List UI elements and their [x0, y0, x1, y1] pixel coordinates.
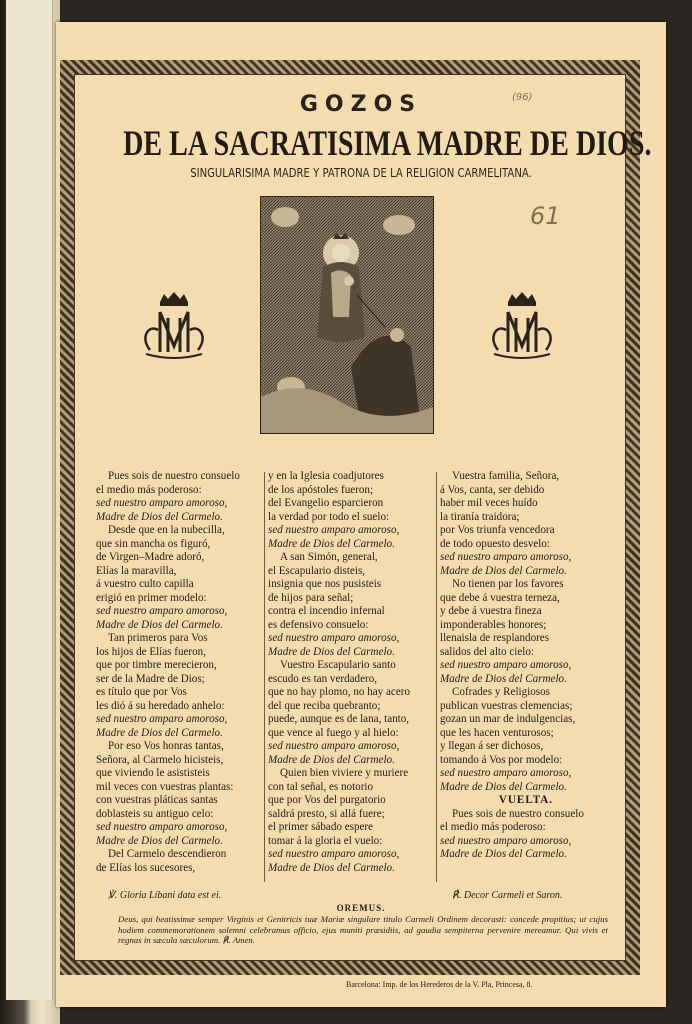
- verse-line: de los apóstoles fueron;: [268, 483, 374, 496]
- verse-line: sed nuestro amparo amoroso,: [440, 551, 572, 563]
- title-gozos: GOZOS: [299, 92, 423, 117]
- verse-line: sed nuestro amparo amoroso,: [440, 767, 572, 779]
- verse-line: Madre de Dios del Carmelo.: [440, 672, 567, 685]
- verse-line: Por eso Vos honras tantas,: [108, 740, 224, 752]
- verse-line: Madre de Dios del Carmelo.: [268, 861, 395, 874]
- verse-line: Cofrades y Religiosos: [452, 686, 550, 698]
- column-rule-2: [436, 472, 437, 882]
- verse-line: Pues sois de nuestro consuelo: [108, 470, 240, 482]
- verse-line: por Vos triunfa vencedora: [440, 524, 555, 536]
- verse-line: Madre de Dios del Carmelo.: [440, 780, 567, 793]
- verse-line: sed nuestro amparo amoroso,: [268, 740, 400, 752]
- verse-line: de hijos para señal;: [268, 591, 354, 604]
- verse-line: gozan un mar de indulgencias,: [440, 713, 576, 725]
- verse-line: Madre de Dios del Carmelo.: [440, 848, 567, 860]
- verse-line: los hijos de Elías fueron,: [96, 645, 206, 658]
- verse-line: Desde que en la nubecilla,: [108, 524, 225, 536]
- verse-line: que les hacen venturosos;: [440, 726, 554, 739]
- verse-line: Tan primeros para Vos: [108, 632, 208, 644]
- verse-line: tomando á Vos por modelo:: [440, 753, 563, 766]
- verse-line: con vuestras pláticas santas: [96, 794, 218, 806]
- verse-line: salidos del alto cielo:: [440, 645, 534, 658]
- verse-line: sed nuestro amparo amoroso,: [440, 834, 572, 847]
- imprint: Barcelona: Imp. de los Herederos de la V. Pla, Princesa, 8.: [346, 980, 533, 989]
- verse-line: que por timbre merecieron,: [96, 659, 217, 671]
- column-1: [96, 470, 262, 875]
- verse-line: á Vos, canta, ser debido: [440, 483, 545, 496]
- verse-line: Madre de Dios del Carmelo.: [96, 834, 223, 847]
- verse-line: Madre de Dios del Carmelo.: [268, 537, 395, 550]
- verse-line: No tienen par los favores: [452, 578, 564, 590]
- verse-line: contra el incendio infernal: [268, 605, 385, 617]
- verse-line: y debe á vuestra fineza: [440, 605, 542, 617]
- page-title: DE LA SACRATISIMA MADRE DE DIOS.: [123, 123, 652, 163]
- verse-line: de Virgen–Madre adoró,: [96, 551, 205, 563]
- verse-line: el medio más poderoso:: [440, 821, 546, 833]
- verse-line: sed nuestro amparo amoroso,: [268, 524, 400, 536]
- verse-line: saldrá presto, si allá fuere;: [268, 807, 385, 820]
- verse-line: es defensivo consuelo:: [268, 618, 369, 631]
- verse-line: con tal señal, es notorio: [268, 780, 374, 793]
- verse-line: Madre de Dios del Carmelo.: [96, 618, 223, 631]
- verse-line: Elías la maravilla,: [96, 564, 177, 577]
- verse-line: sed nuestro amparo amoroso,: [268, 632, 400, 644]
- verse-line: sed nuestro amparo amoroso,: [440, 659, 572, 671]
- verse-line: Madre de Dios del Carmelo.: [96, 510, 223, 523]
- verse-line: Del Carmelo descendieron: [108, 848, 227, 860]
- verse-line: el primer sábado espere: [268, 821, 374, 833]
- verse-line: haber mil veces huído: [440, 497, 538, 509]
- verse-line: Madre de Dios del Carmelo.: [268, 753, 395, 766]
- verse-line: llenaisla de resplandores: [440, 632, 550, 644]
- book-left-pages: [0, 0, 60, 1024]
- verse-line: del que reciba quebranto;: [268, 699, 381, 712]
- oremus-prayer: Deus, qui beatissimæ semper Virginis et Genitricis tuæ Mariæ singulare titulo Carmeli Ordinem decorasti: concede propitius; ut cujus hodiem commemorationem solemni celebramus officio, ejus muniti præsidiis, ad gaudia sempiterna pervenire mereamur. Qui vivis et regnas in sæcula sæculorum. ℟. Amen.: [118, 914, 608, 945]
- verse-line: escudo es tan verdadero,: [268, 672, 378, 685]
- verse-line: Madre de Dios del Carmelo.: [268, 645, 395, 658]
- verse-line: el medio más poderoso:: [96, 483, 202, 496]
- handwritten-folio: 61: [530, 202, 561, 230]
- verse-line: erigió en primer modelo:: [96, 591, 207, 604]
- versicle: ℣. Gloria Líbani data est ei.: [108, 890, 222, 901]
- response: ℟. Decor Carmeli et Saron.: [452, 890, 563, 901]
- engraving-virgin-of-carmel: [260, 196, 434, 434]
- verse-line: publican vuestras clemencias;: [440, 699, 573, 712]
- verse-line: la tiranía traidora;: [440, 510, 520, 523]
- verse-line: que por Vos del purgatorio: [268, 794, 386, 806]
- verse-line: á vuestro culto capilla: [96, 578, 194, 590]
- verse-line: mil veces con vuestras plantas:: [96, 780, 234, 793]
- verse-line: de Elías los sucesores,: [96, 861, 196, 874]
- verse-line: la verdad por todo el suelo:: [268, 510, 390, 523]
- verse-line: insignia que nos pusisteis: [268, 578, 382, 590]
- verse-line: A san Simón, general,: [280, 551, 378, 563]
- verse-line: del Evangelio esparcieron: [268, 497, 384, 509]
- verse-line: sed nuestro amparo amoroso,: [96, 713, 228, 725]
- oremus-heading: OREMUS.: [336, 903, 386, 913]
- verse-line: Pues sois de nuestro consuelo: [452, 807, 584, 820]
- verse-line: Madre de Dios del Carmelo.: [440, 564, 567, 577]
- column-2: [268, 470, 434, 875]
- verse-line: Quien bien viviere y muriere: [280, 767, 409, 779]
- column-3: [440, 470, 612, 862]
- handwritten-number: (96): [512, 92, 533, 103]
- verse-line: Vuestra familia, Señora,: [452, 470, 560, 482]
- verse-line: imponderables honores;: [440, 618, 547, 631]
- verse-line: que sin mancha os figuró,: [96, 537, 211, 550]
- print-sheet: [56, 22, 666, 1007]
- verse-line: sed nuestro amparo amoroso,: [96, 821, 228, 833]
- subtitle: SINGULARISIMA MADRE Y PATRONA DE LA RELIGION CARMELITANA.: [190, 166, 532, 180]
- verse-line: Madre de Dios del Carmelo.: [96, 726, 223, 739]
- verse-line: doblasteis su antiguo celo:: [96, 807, 214, 820]
- verse-line: que no hay plomo, no hay acero: [268, 686, 411, 698]
- verse-line: y en la Iglesia coadjutores: [268, 470, 384, 482]
- verse-line: el Escapulario disteis,: [268, 564, 366, 577]
- verse-line: es título que por Vos: [96, 686, 187, 698]
- verse-line: ser de la Madre de Dios;: [96, 672, 205, 685]
- verse-line: VUELTA.: [498, 794, 554, 806]
- verse-line: Vuestro Escapulario santo: [280, 659, 396, 671]
- marian-monogram-right-icon: [484, 288, 560, 368]
- verse-line: sed nuestro amparo amoroso,: [96, 497, 228, 509]
- verse-line: sed nuestro amparo amoroso,: [268, 848, 400, 860]
- verse-line: sed nuestro amparo amoroso,: [96, 605, 228, 617]
- marian-monogram-left-icon: [136, 288, 212, 368]
- verse-line: puede, aunque es de lana, tanto,: [268, 713, 410, 725]
- column-rule-1: [264, 472, 265, 882]
- verse-line: que debe á vuestra terneza,: [440, 591, 560, 604]
- verse-line: que viviendo le asististeis: [96, 767, 210, 779]
- verse-line: que vence al fuego y al hielo:: [268, 726, 399, 739]
- verse-line: y llegan á ser dichosos,: [440, 740, 544, 752]
- verse-line: de todo opuesto desvelo:: [440, 537, 550, 550]
- verse-line: Señora, al Carmelo hicisteis,: [96, 753, 224, 766]
- verse-line: les dió á su heredado anhelo:: [96, 699, 225, 712]
- verse-line: tomar á la gloria el vuelo:: [268, 834, 383, 847]
